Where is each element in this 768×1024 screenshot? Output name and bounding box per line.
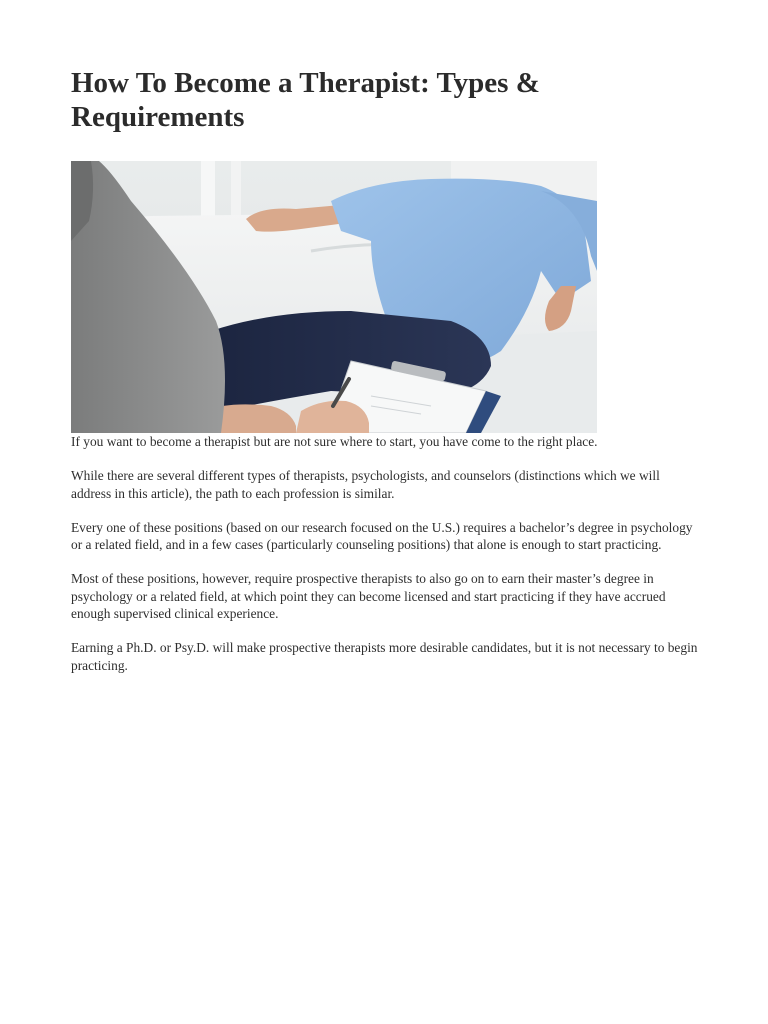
paragraph: While there are several different types of therapists, psychologists, and counselors (distinctions which we will address in this article), the path to each profession is similar.	[71, 468, 660, 501]
paragraph: Earning a Ph.D. or Psy.D. will make prospective therapists more desirable candidates, but it is not necessary to begin practicing.	[71, 640, 698, 673]
article-body	[71, 433, 701, 691]
paragraph: If you want to become a therapist but are not sure where to start, you have come to the right place.	[71, 434, 598, 449]
paragraph: Most of these positions, however, require prospective therapists to also go on to earn their master’s degree in psychology or a related field, at which point they can become licensed and start practicing if they have accrued enough supervised clinical experience.	[71, 571, 666, 622]
article-title: How To Become a Therapist: Types & Requirements	[71, 67, 540, 133]
therapy-session-photo	[71, 161, 597, 433]
paragraph: Every one of these positions (based on our research focused on the U.S.) requires a bachelor’s degree in psychology or a related field, and in a few cases (particularly counseling positions) that alone is enough to start practicing.	[71, 519, 693, 553]
